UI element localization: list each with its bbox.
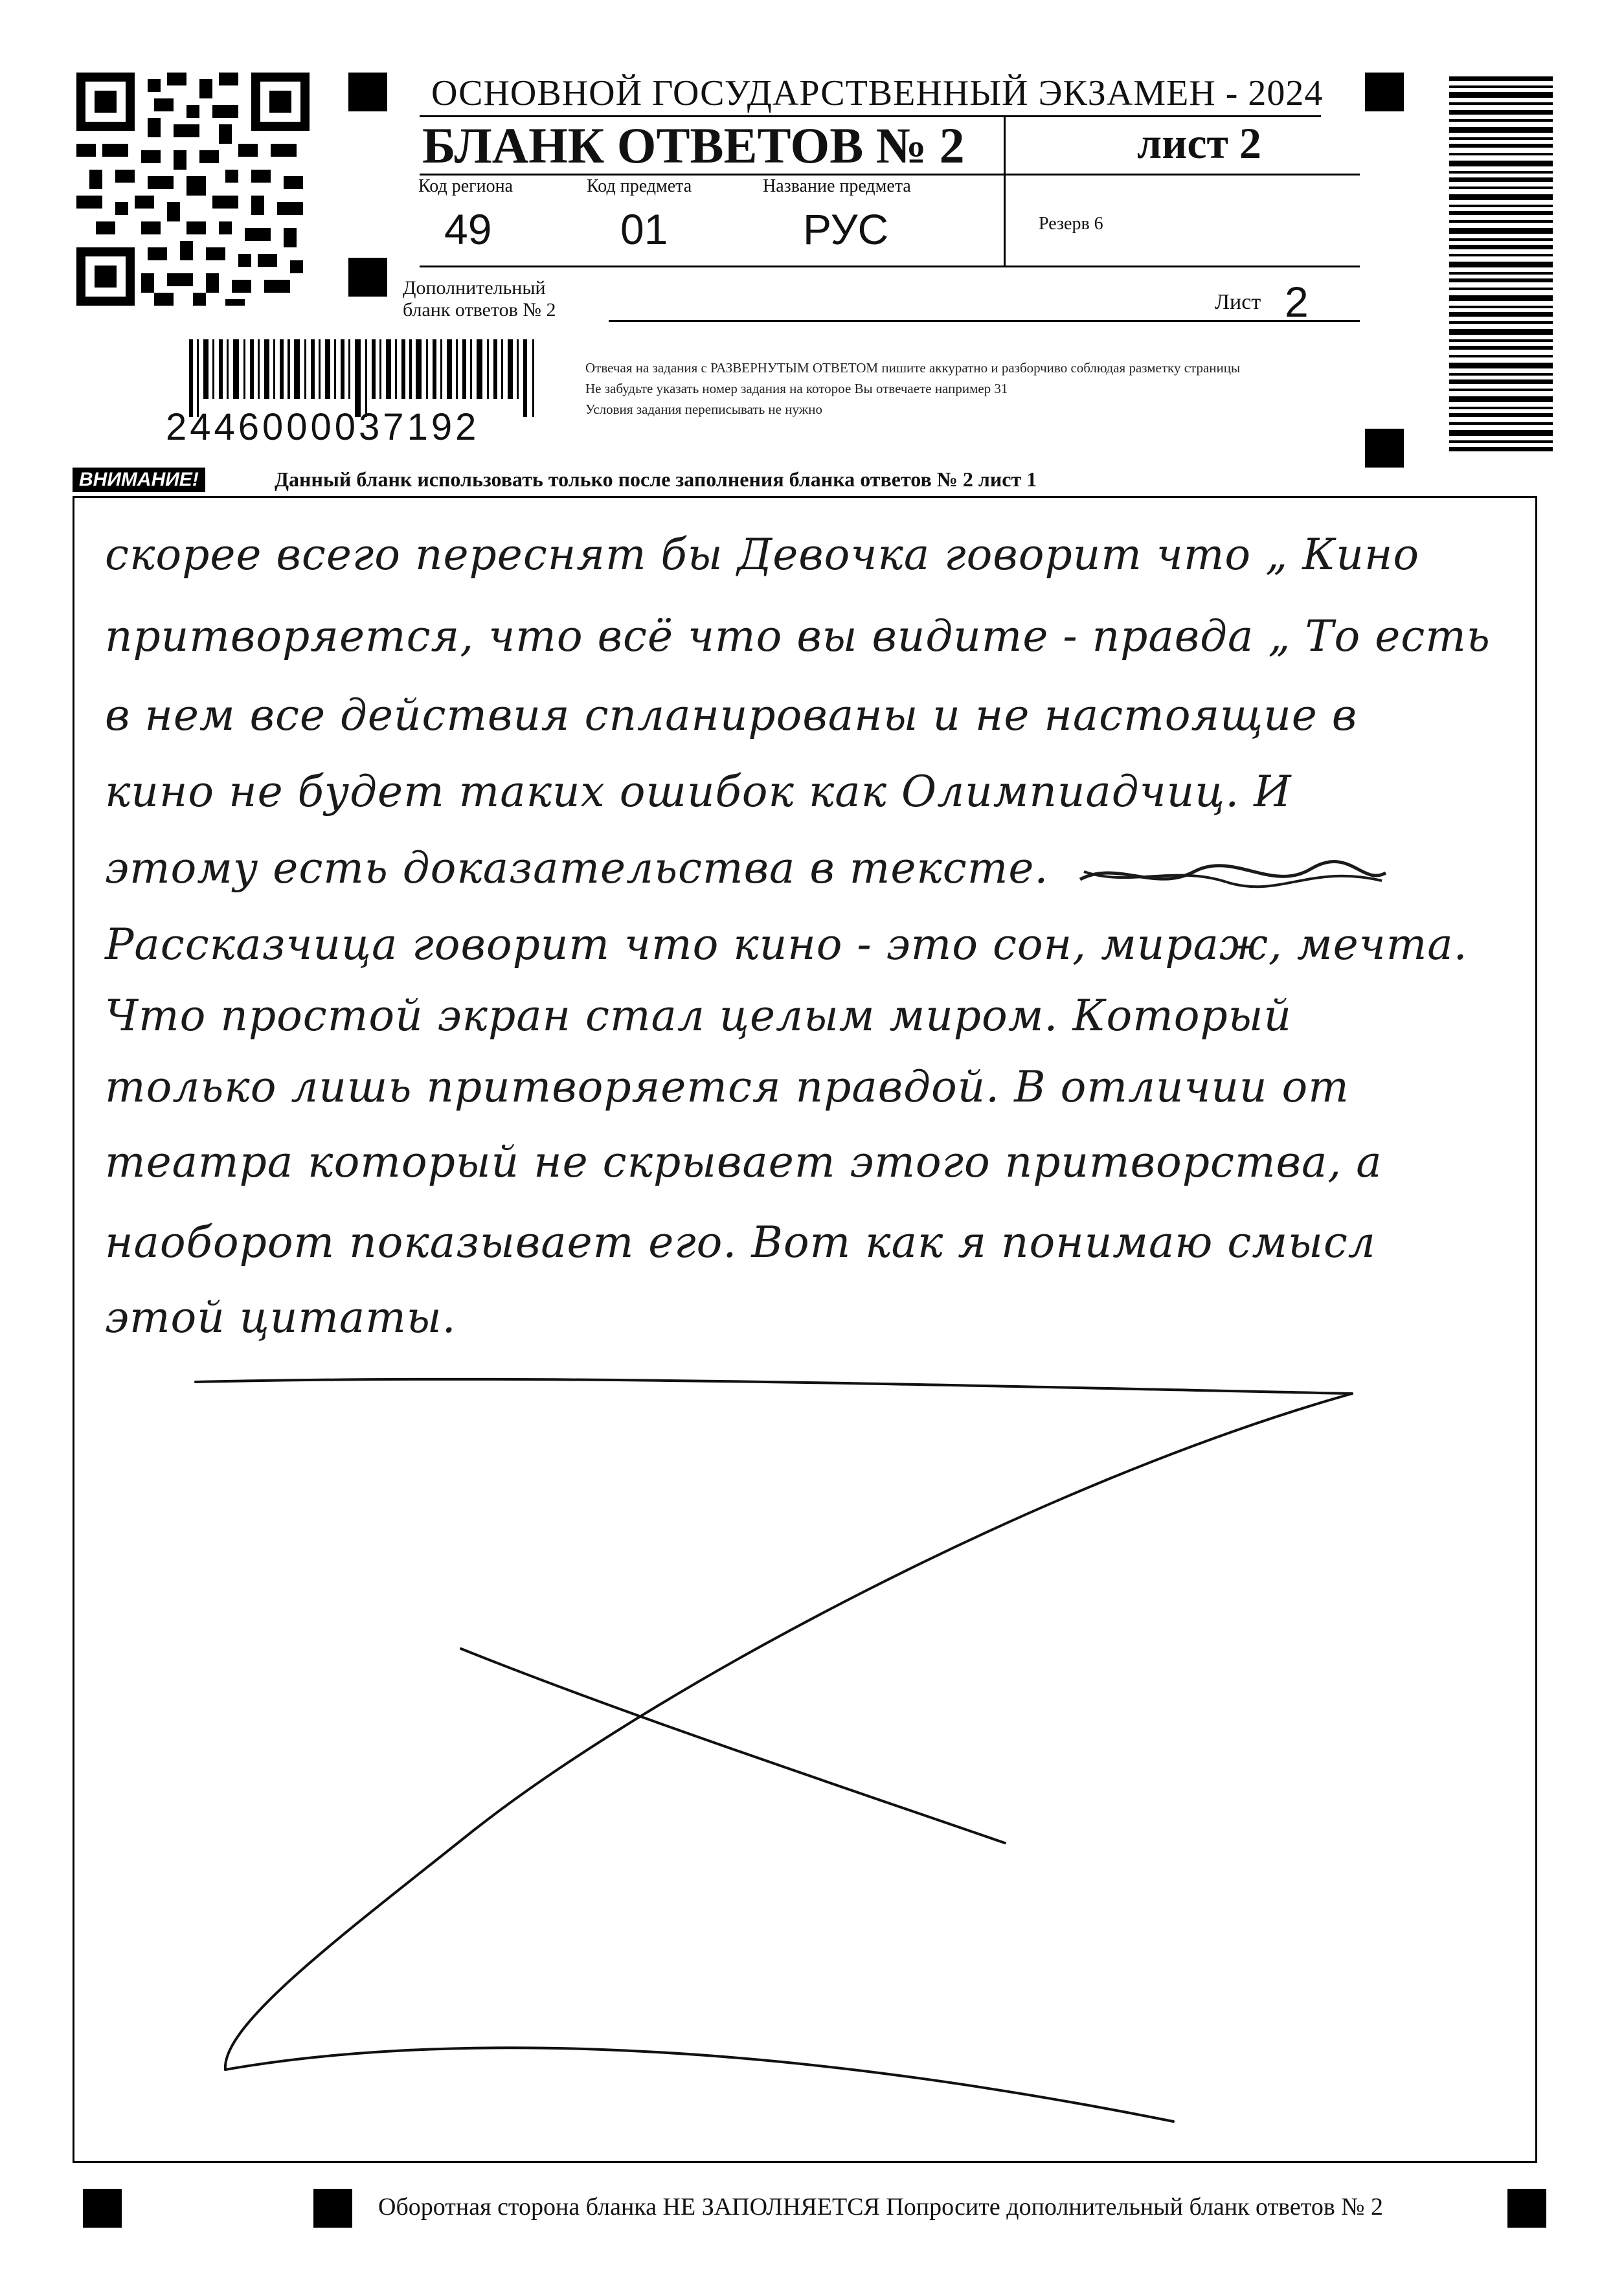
marker-square-mid-left	[348, 258, 387, 297]
barcode-number: 2446000037192	[166, 406, 480, 448]
form-title: БЛАНК ОТВЕТОВ № 2	[422, 117, 965, 174]
answer-line: этому есть доказательства в тексте.	[105, 843, 1049, 893]
extra-form-label: Дополнительный бланк ответов № 2	[403, 277, 556, 321]
subject-name-label: Название предмета	[763, 176, 911, 196]
reserve-label: Резерв 6	[1039, 214, 1103, 234]
answer-line: этой цитаты.	[105, 1293, 457, 1342]
marker-square-top-right	[1365, 73, 1404, 111]
answer-line: наоборот показывает его. Вот как я понимаю смысл	[105, 1217, 1376, 1267]
answer-line: в нем все действия спланированы и не настоящие в	[105, 690, 1358, 740]
subject-name: РУС	[803, 205, 889, 253]
notice-badge: ВНИМАНИЕ!	[73, 468, 205, 492]
marker-square-mid-right	[1365, 429, 1404, 468]
side-barcode	[1449, 76, 1553, 458]
answer-line: только лишь притворяется правдой. В отличии от	[105, 1062, 1349, 1112]
extra-form-rule	[609, 320, 1360, 322]
sheet-label: лист 2	[1137, 119, 1261, 168]
marker-square-bottom-right	[1507, 2189, 1546, 2228]
marker-square-bottom-left	[83, 2189, 122, 2228]
region-code: 49	[444, 205, 492, 253]
instruction-line-3: Условия задания переписывать не нужно	[585, 401, 822, 417]
z-mark-crossout	[73, 496, 1537, 2163]
answer-line: притворяется, что всё что вы видите - правда „ То есть	[105, 611, 1491, 661]
header-rule-bottom	[420, 266, 1360, 267]
instructions	[585, 357, 1240, 420]
instruction-line-2: Не забудьте указать номер задания на которое Вы отвечаете например 31	[585, 381, 1008, 396]
subject-code: 01	[620, 205, 668, 253]
list-value: 2	[1285, 278, 1309, 326]
region-code-label: Код региона	[418, 176, 513, 196]
answer-line: театра который не скрывает этого притворства, а	[105, 1137, 1382, 1187]
marker-square-top-left	[348, 73, 387, 111]
list-label: Лист	[1215, 290, 1261, 314]
header-divider	[1004, 115, 1006, 266]
footer-note: Оборотная сторона бланка НЕ ЗАПОЛНЯЕТСЯ Попросите дополнительный бланк ответов № 2	[378, 2193, 1384, 2221]
instruction-line-1: Отвечая на задания с РАЗВЕРНУТЫМ ОТВЕТОМ пишите аккуратно и разборчиво соблюдая разметку страницы	[585, 360, 1241, 376]
answer-line: кино не будет таких ошибок как Олимпиадчиц. И	[105, 767, 1292, 817]
answer-line: Что простой экран стал целым миром. Который	[105, 991, 1292, 1041]
answer-line: Рассказчица говорит что кино - это сон, мираж, мечта.	[105, 920, 1468, 969]
answer-line: скорее всего переснят бы Девочка говорит что „ Кино	[105, 530, 1420, 580]
subject-code-label: Код предмета	[587, 176, 692, 196]
qr-code	[76, 73, 310, 306]
notice-text: Данный бланк использовать только после заполнения бланка ответов № 2 лист 1	[275, 468, 1037, 491]
marker-square-bottom-mid	[313, 2189, 352, 2228]
exam-title: ОСНОВНОЙ ГОСУДАРСТВЕННЫЙ ЭКЗАМЕН - 2024	[431, 73, 1324, 113]
